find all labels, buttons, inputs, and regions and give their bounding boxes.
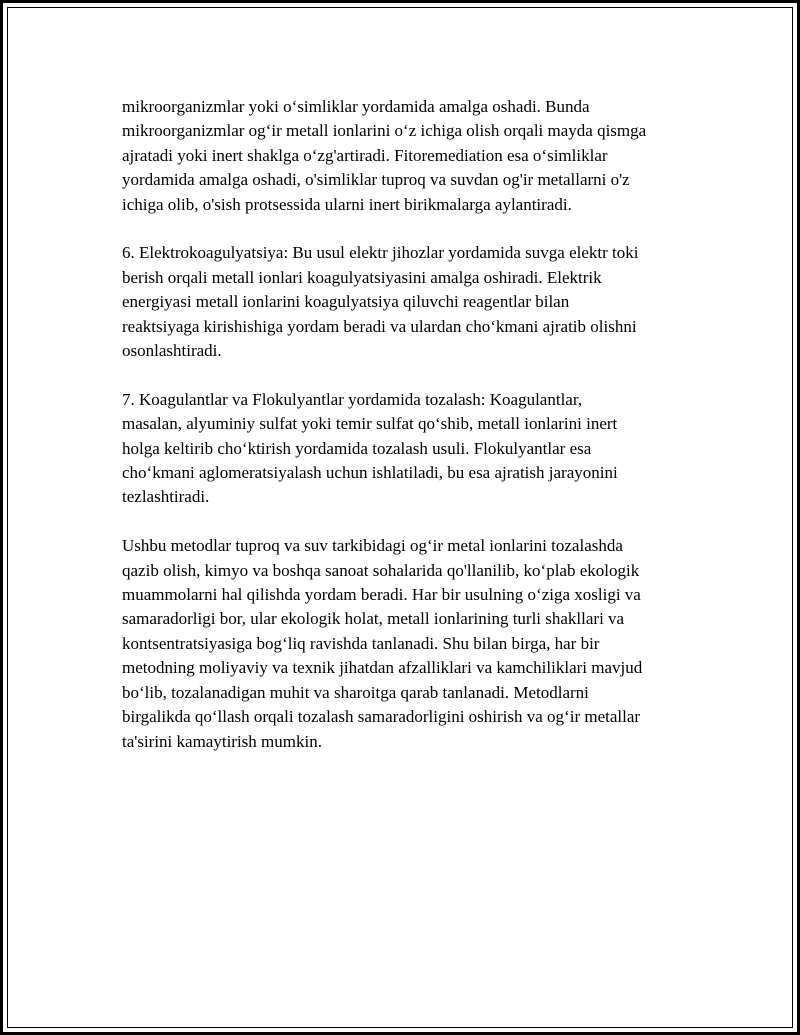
text-line: samaradorligi bor, ular ekologik holat, metall ionlarining turli shakllari va [122,609,625,629]
text-line: bo‘lib, tozalanadigan muhit va sharoitga qarab tanlanadi. Metodlarni [122,682,589,702]
text-line: Ushbu metodlar tuproq va suv tarkibidagi og‘ir metal ionlarini tozalashda [122,536,623,556]
paragraph-conclusion [122,534,707,754]
text-line: ichiga olib, o'sish protsessida ularni inert birikmalarga aylantiradi. [122,194,572,214]
paragraph-coagulants [122,388,707,510]
text-line: osonlashtiradi. [122,341,222,361]
text-line: cho‘kmani aglomeratsiyalash uchun ishlatiladi, bu esa ajratish jarayonini [122,463,618,483]
text-line: 6. Elektrokoagulyatsiya: Bu usul elektr jihozlar yordamida suvga elektr toki [122,243,639,263]
text-line: 7. Koagulantlar va Flokulyantlar yordamida tozalash: Koagulantlar, [122,389,583,409]
text-line: tezlashtiradi. [122,487,210,507]
text-line: masalan, alyuminiy sulfat yoki temir sulfat qo‘shib, metall ionlarini inert [122,414,618,434]
text-line: berish orqali metall ionlari koagulyatsiyasini amalga oshiradi. Elektrik [122,267,602,287]
text-line: ta'sirini kamaytirish mumkin. [122,731,322,751]
text-line: metodning moliyaviy va texnik jihatdan afzalliklari va kamchiliklari mavjud [122,658,643,678]
paragraph-electrocoagulation [122,241,707,363]
document-body [122,95,707,778]
text-line: energiyasi metall ionlarini koagulyatsiya qiluvchi reagentlar bilan [122,292,570,312]
text-line: kontsentratsiyasiga bog‘liq ravishda tanlanadi. Shu bilan birga, har bir [122,633,600,653]
text-line: qazib olish, kimyo va boshqa sanoat sohalarida qo'llanilib, ko‘plab ekologik [122,560,640,580]
text-line: ajratadi yoki inert shaklga o‘zg'artiradi. Fitoremediation esa o‘simliklar [122,145,608,165]
text-line: reaktsiyaga kirishishiga yordam beradi va ulardan cho‘kmani ajratib olishni [122,316,637,336]
paragraph-remediation [122,95,707,217]
text-line: mikroorganizmlar og‘ir metall ionlarini o‘z ichiga olish orqali mayda qismga [122,121,647,141]
text-line: mikroorganizmlar yoki o‘simliklar yordamida amalga oshadi. Bunda [122,97,590,116]
text-line: birgalikda qo‘llash orqali tozalash samaradorligini oshirish va og‘ir metallar [122,707,641,727]
text-line: muammolarni hal qilishda yordam beradi. Har bir usulning o‘ziga xosligi va [122,585,641,605]
text-line: holga keltirib cho‘ktirish yordamida tozalash usuli. Flokulyantlar esa [122,438,592,458]
text-line: yordamida amalga oshadi, o'simliklar tuproq va suvdan og'ir metallarni o'z [122,170,630,190]
